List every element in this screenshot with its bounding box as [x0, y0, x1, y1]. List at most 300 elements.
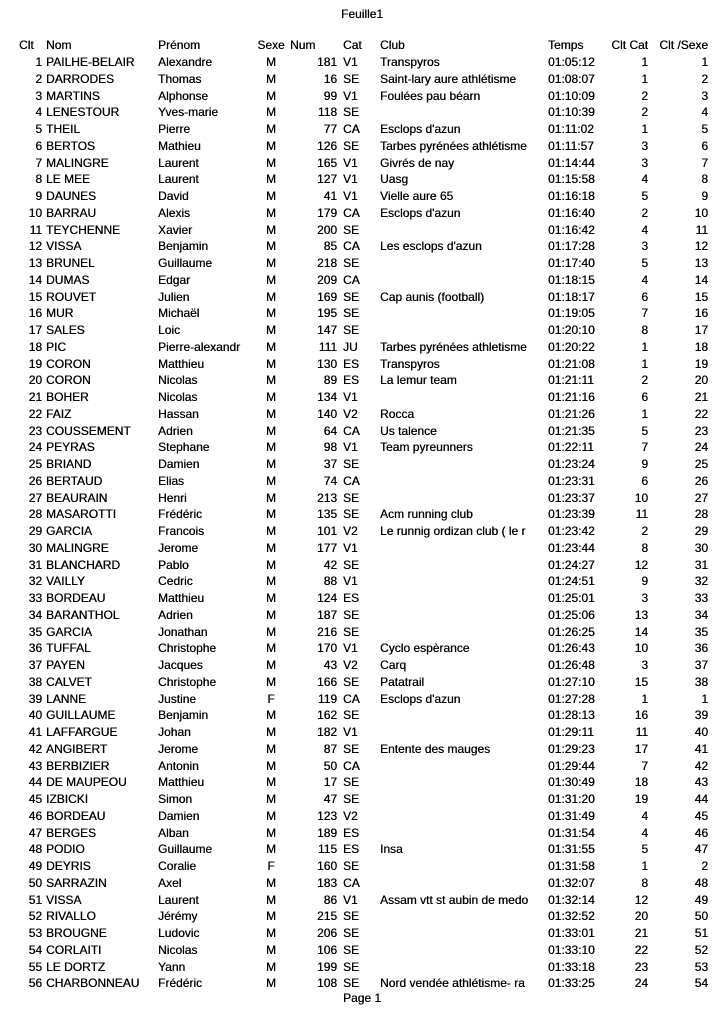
cell-clt-sexe: 1: [701, 691, 708, 706]
cell-clt: 17: [28, 323, 42, 337]
cell-clt-cat: 24: [634, 976, 648, 991]
table-row: [0, 657, 724, 674]
table-row: [0, 925, 724, 942]
cell-clt-sexe: 20: [694, 373, 708, 388]
cell-nom: BARRAU: [46, 205, 97, 220]
cell-num: 77: [323, 122, 337, 136]
cell-nom: SALES: [46, 323, 85, 337]
cell-num: 209: [316, 272, 337, 287]
cell-sexe: M: [266, 942, 276, 957]
cell-clt: 7: [35, 155, 42, 170]
cell-clt: 4: [35, 105, 42, 120]
cell-club: Patatrail: [380, 674, 425, 689]
cell-cat: CA: [343, 691, 360, 706]
cell-temps: 01:16:42: [548, 222, 595, 237]
cell-clt: 19: [28, 356, 42, 371]
cell-clt-cat: 7: [641, 440, 648, 455]
cell-nom: CORON: [46, 373, 91, 388]
cell-sexe: M: [266, 55, 276, 69]
cell-clt-cat: 2: [641, 524, 648, 538]
table-row: [0, 942, 724, 959]
table-row: [0, 54, 724, 71]
cell-nom: VISSA: [46, 239, 82, 254]
cell-nom: BRUNEL: [46, 256, 95, 270]
cell-club: Cyclo espèrance: [380, 641, 470, 656]
cell-sexe: M: [266, 172, 276, 187]
cell-prenom: Alexis: [158, 205, 191, 220]
cell-clt: 26: [28, 473, 42, 488]
cell-sexe: M: [266, 825, 276, 840]
table-row: [0, 908, 724, 925]
cell-cat: SE: [343, 306, 360, 321]
cell-sexe: M: [266, 926, 276, 940]
table-row: [0, 691, 724, 708]
table-row: [0, 138, 724, 155]
cell-temps: 01:29:23: [548, 741, 595, 756]
cell-clt-sexe: 26: [694, 473, 708, 488]
cell-nom: PAYEN: [46, 658, 85, 672]
cell-num: 200: [316, 222, 337, 237]
cell-clt-cat: 21: [634, 926, 648, 940]
cell-cat: SE: [343, 741, 360, 756]
cell-sexe: M: [266, 272, 276, 287]
cell-clt-cat: 9: [641, 457, 648, 471]
cell-cat: V1: [343, 55, 358, 69]
cell-clt-sexe: 2: [701, 71, 708, 86]
table-row: [0, 339, 724, 356]
cell-clt: 37: [28, 658, 42, 672]
cell-nom: BARANTHOL: [46, 607, 120, 622]
table-row: [0, 540, 724, 557]
cell-num: 199: [316, 959, 337, 974]
table-row: [0, 892, 724, 909]
cell-nom: BERGES: [46, 825, 97, 840]
cell-nom: MUR: [46, 306, 74, 321]
cell-clt-sexe: 25: [694, 457, 708, 471]
cell-clt-cat: 8: [641, 323, 648, 337]
cell-clt: 9: [35, 189, 42, 203]
cell-temps: 01:31:20: [548, 792, 595, 806]
cell-cat: SE: [343, 775, 360, 790]
cell-nom: GUILLAUME: [46, 708, 116, 723]
cell-sexe: M: [266, 71, 276, 86]
cell-clt-sexe: 49: [694, 892, 708, 907]
cell-clt: 33: [28, 591, 42, 605]
cell-num: 213: [316, 490, 337, 505]
cell-clt-cat: 2: [641, 205, 648, 220]
cell-club: Tarbes pyrénées athlétisme: [380, 138, 527, 153]
cell-sexe: M: [266, 758, 276, 773]
cell-clt-sexe: 28: [694, 507, 708, 522]
cell-prenom: Christophe: [158, 674, 217, 689]
cell-clt-cat: 5: [641, 256, 648, 270]
cell-club: Saint-lary aure athlétisme: [380, 71, 517, 86]
cell-prenom: Alexandre: [158, 55, 213, 69]
cell-cat: SE: [343, 490, 360, 505]
cell-nom: PEYRAS: [46, 440, 95, 455]
cell-clt-cat: 16: [634, 708, 648, 723]
table-row: [0, 88, 724, 105]
cell-sexe: M: [266, 373, 276, 388]
cell-temps: 01:33:10: [548, 942, 595, 957]
cell-clt: 49: [28, 859, 42, 873]
cell-club: Nord vendée athlétisme- ra: [380, 976, 525, 991]
cell-num: 126: [316, 138, 337, 153]
cell-clt-sexe: 32: [694, 574, 708, 589]
cell-temps: 01:33:25: [548, 976, 595, 991]
cell-num: 88: [323, 574, 337, 589]
cell-clt-sexe: 13: [694, 256, 708, 270]
cell-num: 187: [316, 607, 337, 622]
cell-sexe: M: [266, 289, 276, 304]
cell-nom: LANNE: [46, 691, 87, 706]
cell-prenom: Jacques: [158, 658, 203, 672]
cell-club: Rocca: [380, 406, 415, 421]
cell-temps: 01:19:05: [548, 306, 595, 321]
cell-clt-sexe: 29: [694, 524, 708, 538]
cell-club: Esclops d'azun: [380, 691, 461, 706]
cell-clt: 41: [28, 725, 42, 739]
cell-nom: GARCIA: [46, 624, 93, 639]
cell-sexe: M: [266, 507, 276, 522]
cell-sexe: M: [266, 557, 276, 572]
cell-sexe: M: [266, 356, 276, 371]
cell-num: 218: [316, 256, 337, 270]
table-row: [0, 439, 724, 456]
cell-nom: VAILLY: [46, 574, 85, 589]
column-header-clt-sexe: Clt /Sexe: [659, 38, 708, 52]
cell-clt: 21: [28, 390, 42, 404]
table-row: [0, 557, 724, 574]
cell-sexe: M: [266, 406, 276, 421]
cell-clt-cat: 5: [641, 189, 648, 203]
cell-sexe: M: [266, 674, 276, 689]
cell-num: 177: [316, 540, 337, 555]
cell-num: 179: [316, 205, 337, 220]
cell-temps: 01:14:44: [548, 155, 595, 170]
cell-clt-sexe: 1: [701, 55, 708, 69]
cell-prenom: Frédéric: [158, 976, 203, 991]
cell-prenom: Pierre: [158, 122, 191, 136]
cell-clt-cat: 18: [634, 775, 648, 790]
cell-sexe: M: [266, 641, 276, 656]
cell-cat: CA: [343, 875, 360, 890]
cell-clt-cat: 3: [641, 155, 648, 170]
cell-temps: 01:23:44: [548, 540, 595, 555]
cell-nom: DUMAS: [46, 272, 90, 287]
cell-sexe: M: [266, 155, 276, 170]
cell-sexe: M: [266, 909, 276, 924]
cell-clt: 27: [28, 490, 42, 505]
cell-prenom: Laurent: [158, 172, 199, 187]
cell-cat: CA: [343, 122, 360, 136]
cell-prenom: Adrien: [158, 607, 193, 622]
cell-num: 189: [316, 825, 337, 840]
cell-cat: SE: [343, 926, 360, 940]
cell-clt-cat: 11: [635, 507, 648, 522]
cell-prenom: Jerome: [158, 741, 199, 756]
cell-cat: SE: [343, 909, 360, 924]
cell-num: 166: [316, 674, 337, 689]
cell-prenom: Damien: [158, 457, 200, 471]
table-row: [0, 975, 724, 992]
cell-temps: 01:11:02: [548, 122, 594, 136]
cell-num: 42: [323, 557, 337, 572]
cell-temps: 01:31:49: [548, 808, 595, 823]
cell-nom: THEIL: [46, 122, 81, 136]
table-row: [0, 171, 724, 188]
cell-sexe: M: [266, 741, 276, 756]
cell-clt-sexe: 53: [694, 959, 708, 974]
cell-clt-sexe: 14: [694, 272, 708, 287]
cell-club: Team pyreunners: [380, 440, 473, 455]
cell-clt: 29: [28, 524, 42, 538]
cell-temps: 01:15:58: [548, 172, 595, 187]
cell-temps: 01:21:16: [548, 390, 595, 404]
cell-cat: V1: [343, 641, 358, 656]
cell-sexe: M: [266, 138, 276, 153]
cell-nom: RIVALLO: [46, 909, 96, 924]
cell-clt: 43: [28, 758, 42, 773]
cell-prenom: Benjamin: [158, 708, 209, 723]
cell-clt-cat: 6: [641, 473, 648, 488]
cell-sexe: M: [266, 256, 276, 270]
cell-num: 130: [316, 356, 337, 371]
cell-clt: 2: [35, 71, 42, 86]
cell-cat: ES: [343, 842, 360, 857]
cell-prenom: Pierre-alexandr: [158, 339, 241, 354]
cell-club: Carq: [380, 658, 407, 672]
cell-temps: 01:33:01: [548, 926, 595, 940]
cell-sexe: M: [266, 88, 276, 103]
cell-nom: BERBIZIER: [46, 758, 110, 773]
cell-temps: 01:25:01: [548, 591, 595, 605]
cell-cat: SE: [343, 289, 360, 304]
cell-prenom: Matthieu: [158, 591, 205, 605]
cell-club: Uasg: [380, 172, 409, 187]
cell-nom: BLANCHARD: [46, 557, 121, 572]
cell-sexe: M: [266, 842, 276, 857]
cell-prenom: Christophe: [158, 641, 217, 656]
cell-club: Esclops d'azun: [380, 205, 461, 220]
cell-cat: V1: [343, 540, 358, 555]
cell-prenom: Matthieu: [158, 356, 205, 371]
table-row: [0, 305, 724, 322]
table-row: [0, 423, 724, 440]
cell-sexe: M: [266, 574, 276, 589]
cell-nom: BEAURAIN: [46, 490, 108, 505]
column-header-sexe: Sexe: [257, 38, 285, 52]
table-row: [0, 104, 724, 121]
cell-nom: MARTINS: [46, 88, 100, 103]
cell-clt: 51: [28, 892, 42, 907]
cell-sexe: M: [266, 339, 276, 354]
cell-clt-cat: 2: [641, 105, 648, 120]
cell-clt-cat: 6: [641, 390, 648, 404]
cell-sexe: M: [266, 222, 276, 237]
cell-clt-cat: 8: [641, 540, 648, 555]
table-row: [0, 858, 724, 875]
cell-clt-cat: 1: [641, 71, 648, 86]
cell-prenom: Matthieu: [158, 775, 205, 790]
column-header-nom: Nom: [46, 38, 72, 52]
cell-temps: 01:05:12: [548, 55, 595, 69]
cell-num: 135: [316, 507, 337, 522]
cell-cat: ES: [343, 373, 360, 388]
cell-cat: SE: [343, 105, 360, 120]
cell-clt-sexe: 40: [694, 725, 708, 739]
cell-cat: CA: [343, 758, 360, 773]
cell-cat: CA: [343, 473, 360, 488]
cell-sexe: M: [266, 725, 276, 739]
cell-clt-cat: 5: [641, 842, 648, 857]
cell-cat: CA: [343, 272, 360, 287]
cell-num: 127: [316, 172, 337, 187]
cell-cat: SE: [343, 256, 360, 270]
cell-prenom: Yann: [158, 959, 186, 974]
cell-nom: ANGIBERT: [46, 741, 108, 756]
cell-prenom: Pablo: [158, 557, 189, 572]
cell-prenom: Jonathan: [158, 624, 208, 639]
cell-clt-sexe: 3: [701, 88, 708, 103]
cell-clt-sexe: 34: [694, 607, 708, 622]
table-row: [0, 121, 724, 138]
cell-clt-cat: 1: [641, 356, 648, 371]
cell-prenom: Loic: [158, 323, 181, 337]
cell-nom: DEYRIS: [46, 859, 91, 873]
cell-temps: 01:26:25: [548, 624, 595, 639]
cell-clt-cat: 1: [641, 691, 648, 706]
cell-clt-sexe: 43: [694, 775, 708, 790]
table-row: [0, 456, 724, 473]
cell-clt-cat: 12: [634, 557, 648, 572]
cell-temps: 01:26:48: [548, 658, 595, 672]
cell-clt-cat: 4: [641, 272, 648, 287]
cell-num: 134: [316, 390, 337, 404]
table-row: [0, 573, 724, 590]
cell-num: 124: [316, 591, 337, 605]
cell-num: 140: [316, 406, 337, 421]
cell-club: Entente des mauges: [380, 741, 491, 756]
cell-temps: 01:25:06: [548, 607, 595, 622]
cell-num: 182: [316, 725, 337, 739]
cell-temps: 01:27:28: [548, 691, 595, 706]
cell-num: 64: [323, 423, 337, 438]
cell-temps: 01:32:52: [548, 909, 595, 924]
table-row: [0, 238, 724, 255]
cell-temps: 01:17:28: [548, 239, 595, 254]
cell-temps: 01:21:11: [548, 373, 594, 388]
cell-clt-sexe: 48: [694, 875, 708, 890]
cell-cat: V2: [343, 808, 358, 823]
cell-club: Transpyros: [380, 356, 440, 371]
cell-cat: CA: [343, 239, 360, 254]
cell-nom: BERTOS: [46, 138, 95, 153]
cell-clt: 8: [35, 172, 42, 187]
cell-club: Transpyros: [380, 55, 440, 69]
table-row: [0, 724, 724, 741]
cell-cat: SE: [343, 457, 360, 471]
cell-clt: 32: [28, 574, 42, 589]
table-row: [0, 624, 724, 641]
cell-sexe: M: [266, 624, 276, 639]
table-row: [0, 875, 724, 892]
cell-cat: ES: [343, 825, 360, 840]
cell-prenom: Mathieu: [158, 138, 201, 153]
cell-num: 123: [316, 808, 337, 823]
table-row: [0, 523, 724, 540]
cell-nom: BRIAND: [46, 457, 92, 471]
column-header-clt: Clt: [19, 38, 34, 52]
table-row: [0, 791, 724, 808]
cell-temps: 01:31:54: [548, 825, 595, 840]
cell-nom: DARRODES: [46, 71, 115, 86]
cell-cat: ES: [343, 356, 360, 371]
cell-num: 86: [323, 892, 337, 907]
cell-clt: 28: [28, 507, 42, 522]
cell-clt-cat: 1: [641, 406, 648, 421]
cell-prenom: Yves-marie: [158, 105, 219, 120]
cell-temps: 01:32:07: [548, 875, 595, 890]
cell-nom: FAIZ: [46, 406, 72, 421]
page-number-footer: Page 1: [342, 991, 382, 1005]
cell-sexe: M: [266, 423, 276, 438]
cell-clt-sexe: 51: [694, 926, 708, 940]
table-row: [0, 356, 724, 373]
cell-temps: 01:30:49: [548, 775, 595, 790]
column-header-temps: Temps: [548, 38, 584, 52]
cell-sexe: M: [266, 708, 276, 723]
cell-clt-cat: 10: [634, 490, 648, 505]
cell-temps: 01:26:43: [548, 641, 595, 656]
cell-clt-cat: 4: [641, 808, 648, 823]
cell-clt-cat: 2: [641, 373, 648, 388]
table-row: [0, 71, 724, 88]
cell-cat: SE: [343, 557, 360, 572]
cell-prenom: Francois: [158, 524, 205, 538]
cell-num: 74: [323, 473, 337, 488]
cell-nom: LAFFARGUE: [46, 725, 118, 739]
cell-sexe: M: [266, 607, 276, 622]
table-row: [0, 372, 724, 389]
cell-temps: 01:23:24: [548, 457, 595, 471]
cell-clt: 31: [28, 557, 42, 572]
cell-clt-sexe: 35: [694, 624, 708, 639]
cell-clt: 18: [28, 339, 42, 354]
cell-clt: 1: [35, 55, 42, 69]
cell-clt-cat: 14: [634, 624, 648, 639]
cell-num: 37: [323, 457, 337, 471]
cell-clt-sexe: 42: [694, 758, 708, 773]
cell-num: 101: [316, 524, 337, 538]
cell-clt-cat: 5: [641, 423, 648, 438]
cell-nom: LE MEE: [46, 172, 91, 187]
cell-prenom: Julien: [158, 289, 190, 304]
cell-clt: 36: [28, 641, 42, 656]
cell-nom: VISSA: [46, 892, 82, 907]
cell-clt: 38: [28, 674, 42, 689]
cell-clt: 56: [28, 976, 42, 991]
cell-num: 41: [323, 189, 337, 203]
cell-clt-sexe: 41: [694, 741, 708, 756]
cell-clt: 12: [28, 239, 42, 254]
cell-clt-sexe: 33: [694, 591, 708, 605]
cell-clt-sexe: 39: [694, 708, 708, 723]
cell-temps: 01:21:26: [548, 406, 595, 421]
cell-clt: 48: [28, 842, 42, 857]
cell-clt-cat: 4: [641, 825, 648, 840]
cell-prenom: Axel: [158, 875, 182, 890]
